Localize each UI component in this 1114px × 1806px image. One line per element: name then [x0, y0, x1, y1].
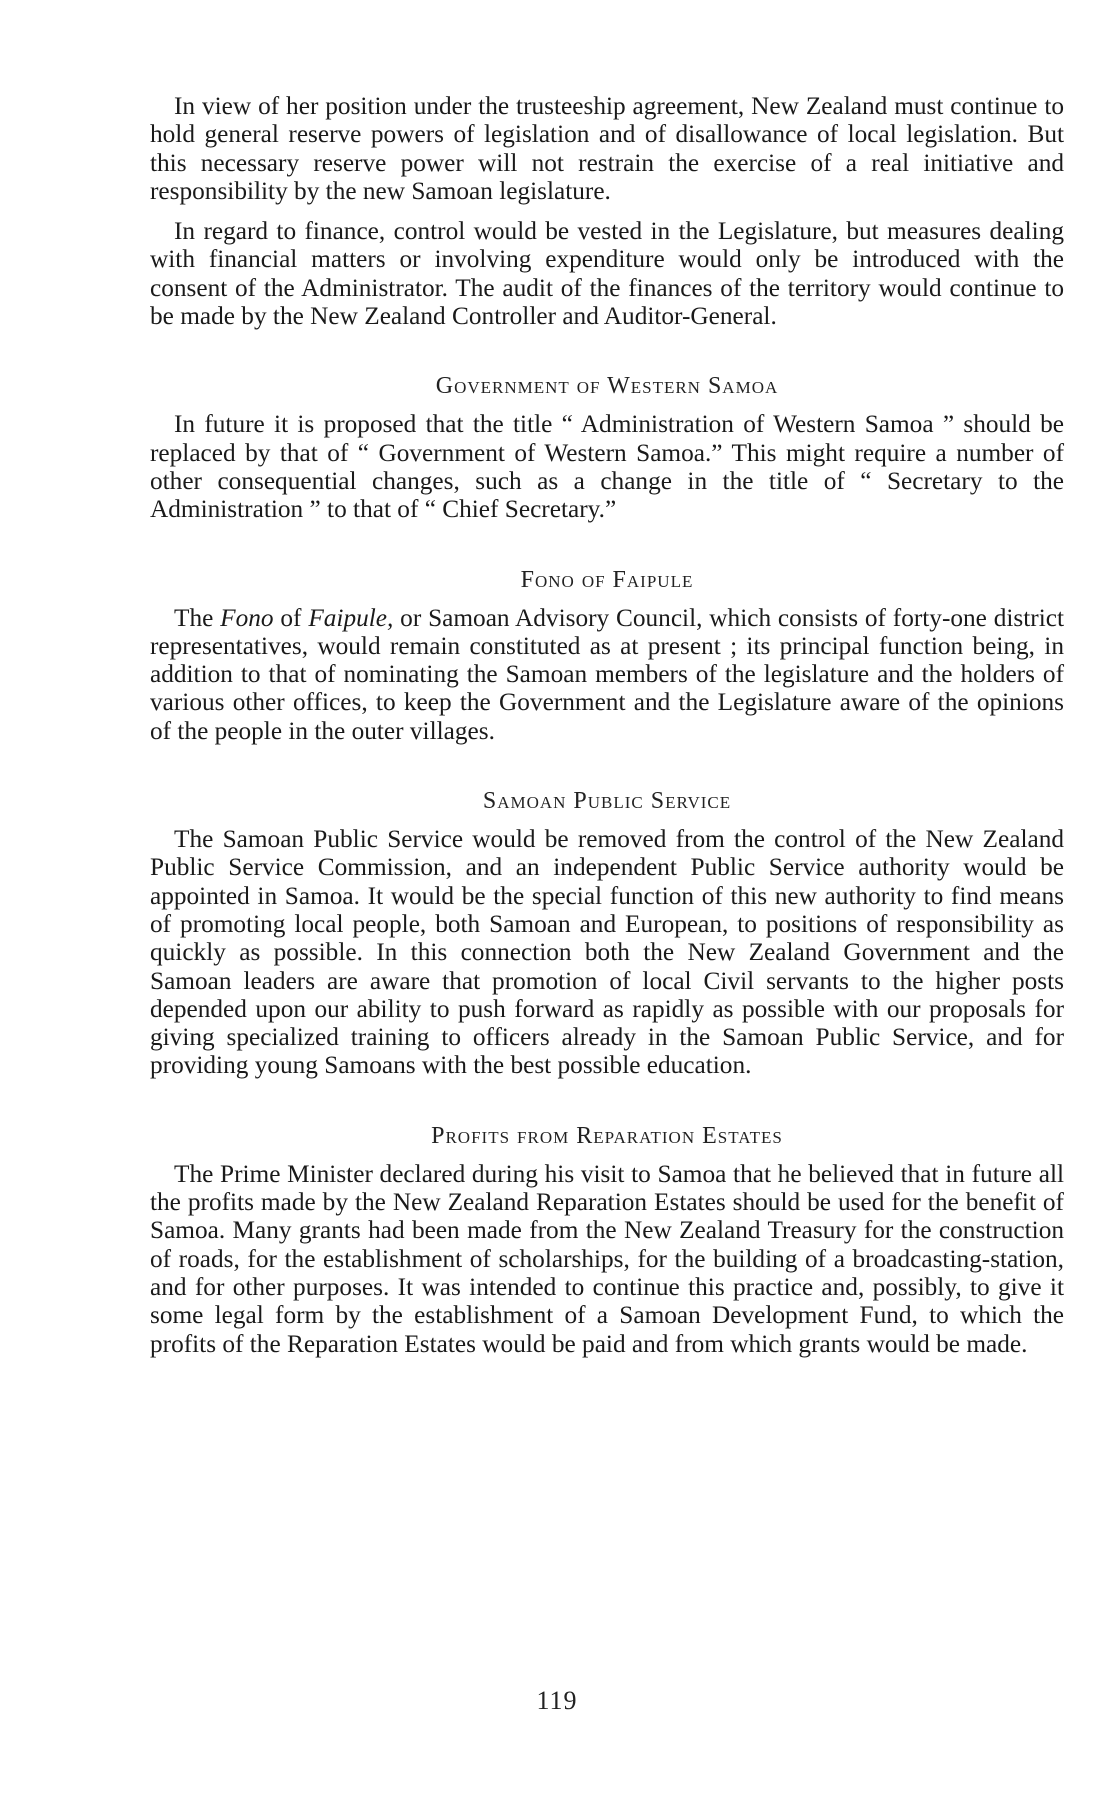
fono-italic-term: Fono — [220, 603, 274, 632]
paragraph-fono — [150, 604, 1064, 745]
document-page — [150, 92, 1064, 1370]
paragraph-reserve-powers: In view of her position under the trusteeship agreement, New Zealand must continue to hold general reserve powers of legislation and of disallowance of local legislation. But this necessary reserve power will not restrain the exercise of a real initiative and responsibility by the new Samoan legislature. — [150, 92, 1064, 205]
fono-text-mid: of — [273, 603, 309, 632]
paragraph-finance: In regard to finance, control would be vested in the Legislature, but measures dealing with financial matters or involving expenditure would only be introduced with the consent of the Administrator. The audit of the finances of the territory would continue to be made by the New Zealand Controller and Auditor-General. — [150, 217, 1064, 331]
faipule-italic-term: Faipule, — [308, 603, 394, 632]
page-number: 119 — [536, 1686, 578, 1715]
paragraph-government: In future it is proposed that the title “ Administration of Western Samoa ” should be replaced by that of “ Government of Western Samoa.” This might require a number of other consequential changes, such as a change in the title of “ Secretary to the Administration ” to that of “ Chief Secretary.” — [150, 410, 1064, 524]
heading-government-of-western-samoa: Government of Western Samoa — [435, 373, 779, 400]
paragraph-reparation: The Prime Minister declared during his visit to Samoa that he believed that in future all the profits made by the New Zealand Reparation Estates should be used for the benefit of Samoa. Many grants had been made from the New Zealand Treasury for the construction of roads, for the establishment of scholarships, for the building of a broadcasting-station, and for other purposes. It was intended to continue this practice and, possibly, to give it some legal form by the establishment of a Samoan Development Fund, to which the profits of the Reparation Estates would be paid and from which grants would be made. — [150, 1159, 1064, 1358]
heading-profits-from-reparation-estates: Profits from Reparation Estates — [431, 1122, 783, 1149]
fono-text-start: The — [174, 603, 221, 632]
heading-samoan-public-service: Samoan Public Service — [482, 788, 732, 815]
fono-text-rest: or Samoan Advisory Council, which consists of forty-one district representatives, would remain constituted as at present ; its principal function being, in addition to that of nominating the Samoan members of the legislature and the holders of various other offices, to keep the Government and the Legislature aware of the opinions of the people in the outer villages. — [150, 603, 1064, 745]
paragraph-public-service: The Samoan Public Service would be removed from the control of the New Zealand Public Service Commission, and an independent Public Service authority would be appointed in Samoa. It would be the special function of this new authority to find means of promoting local people, both Samoan and European, to positions of responsibility as quickly as possible. In this connection both the New Zealand Government and the Samoan leaders are aware that promotion of local Civil servants to the higher posts depended upon our ability to push forward as rapidly as possible with our proposals for giving specialized training to officers already in the Samoan Public Service, and for providing young Samoans with the best possible education. — [150, 825, 1064, 1080]
heading-fono-of-faipule: Fono of Faipule — [520, 566, 694, 593]
